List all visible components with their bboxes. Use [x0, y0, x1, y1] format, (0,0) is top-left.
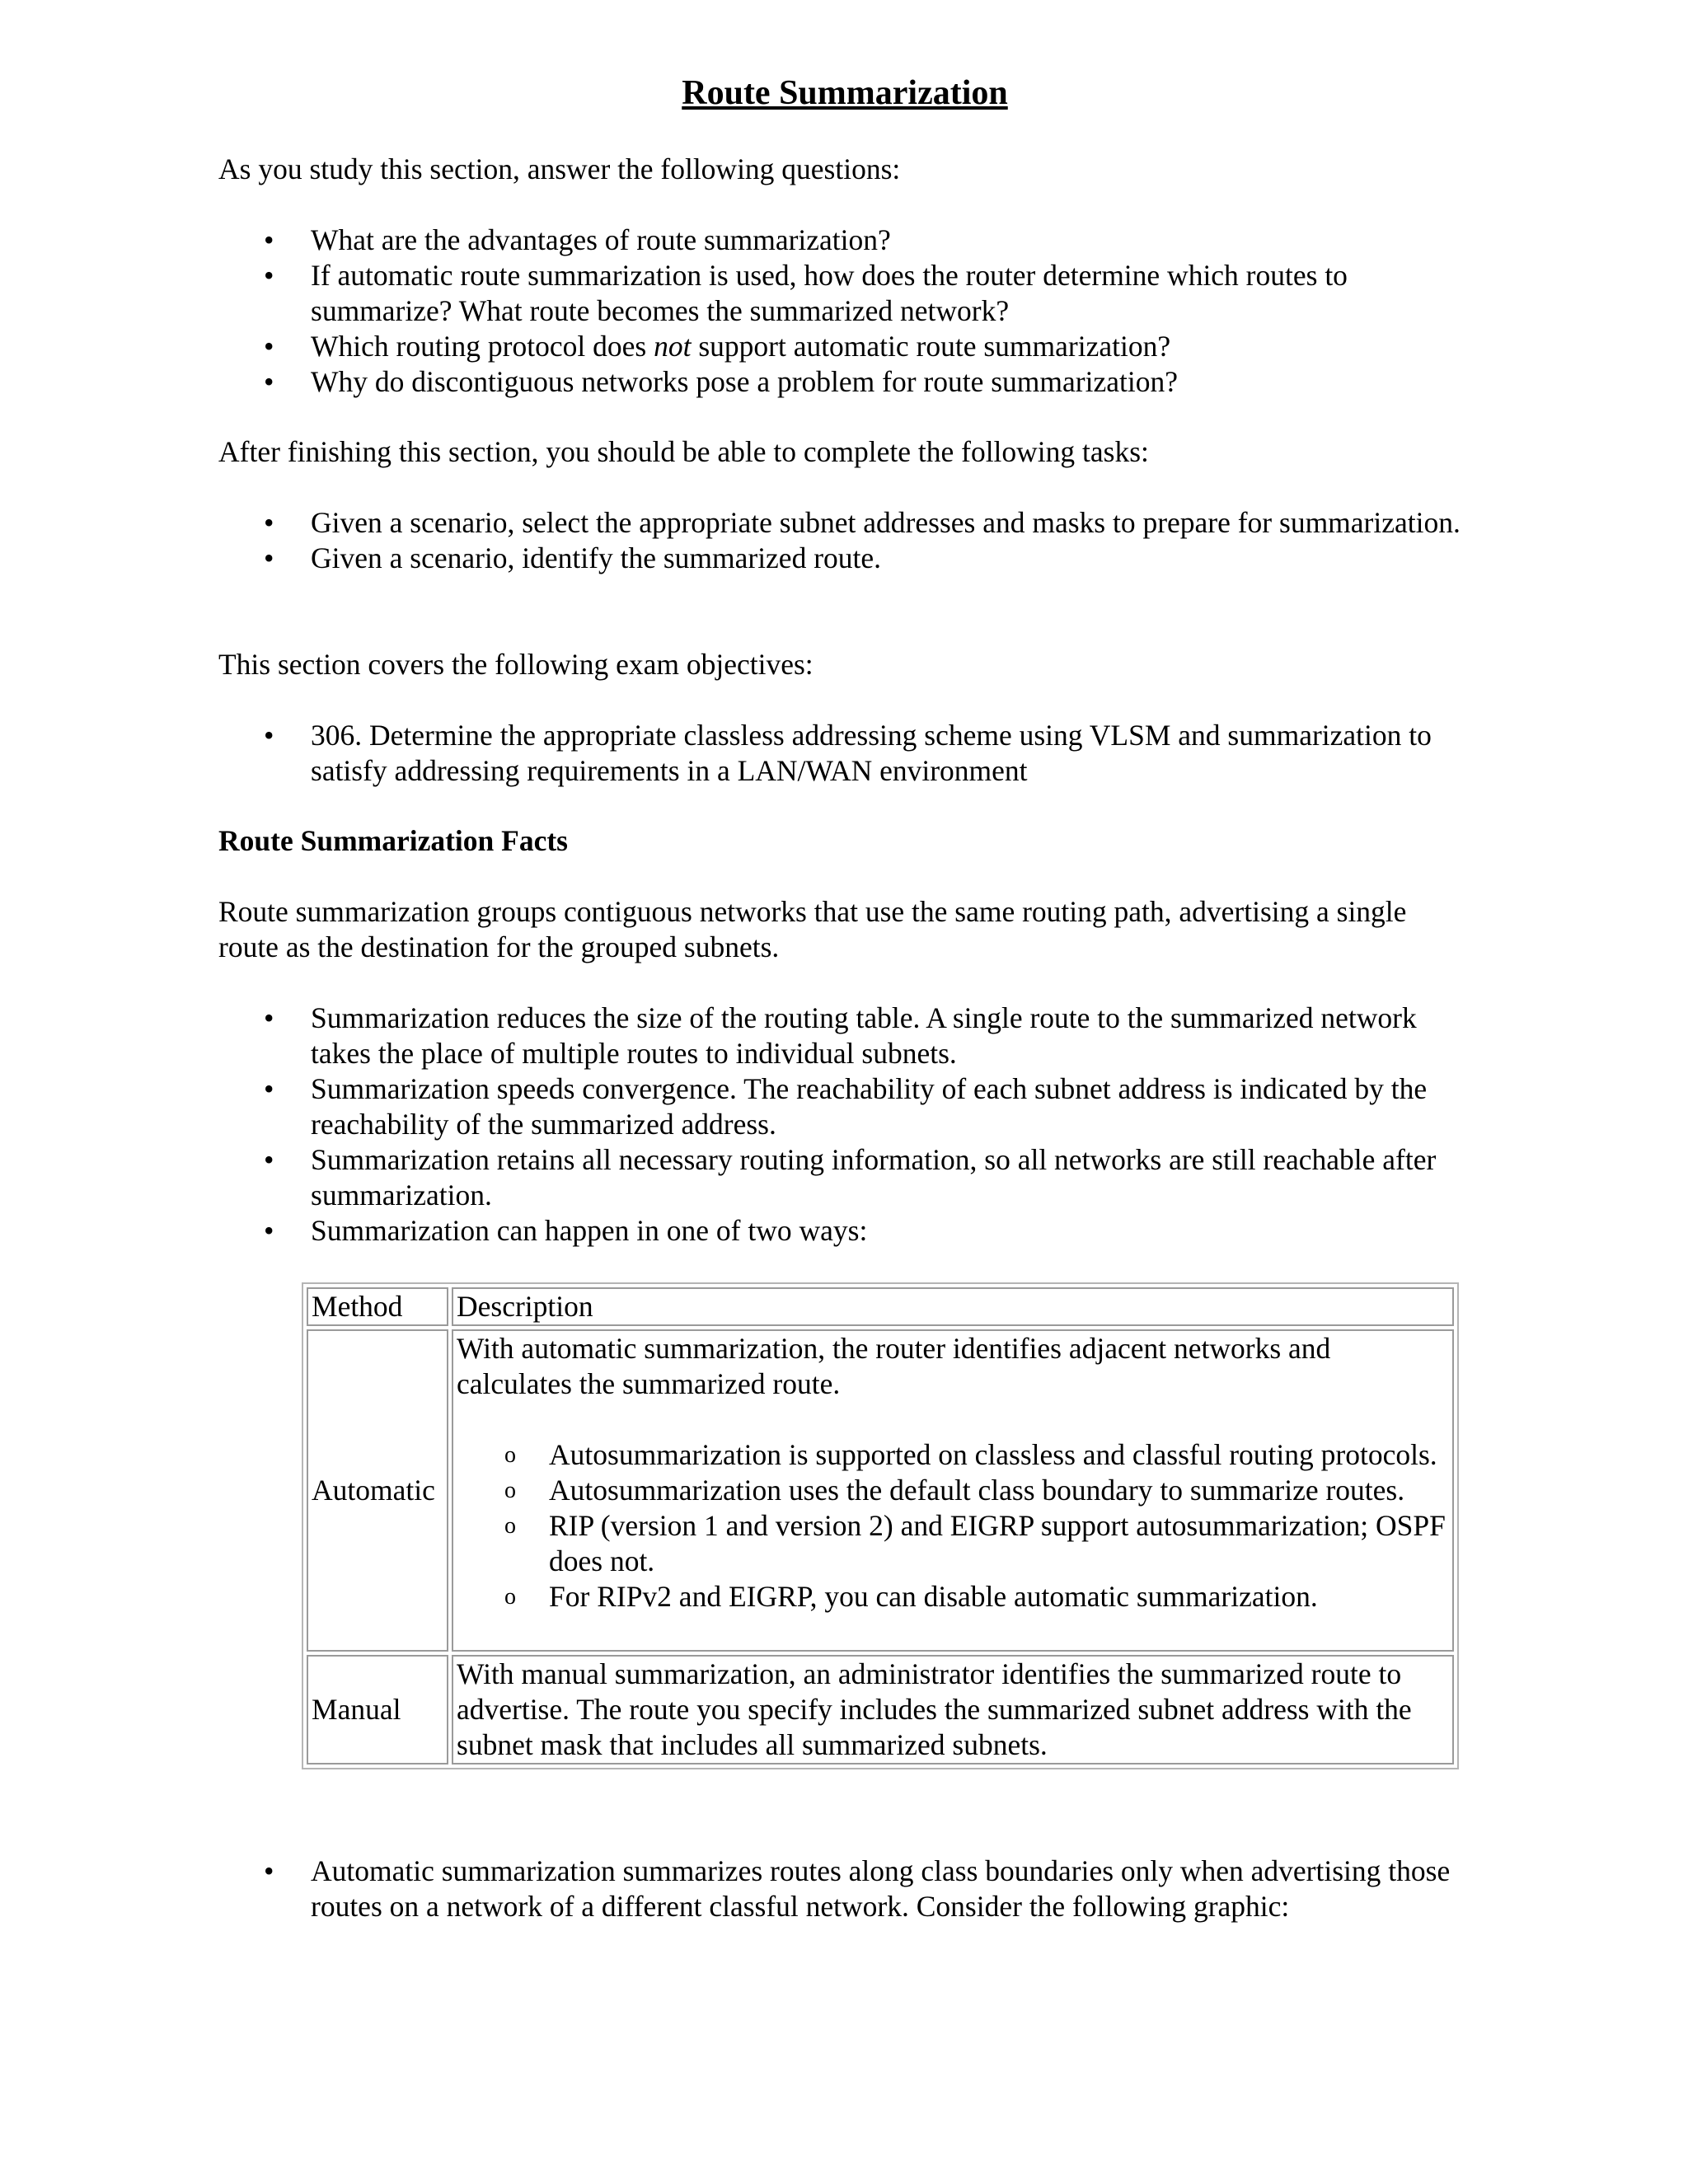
automatic-description-cell — [452, 1329, 1454, 1652]
list-item: • Summarization reduces the size of the routing table. A single route to the summarized network takes the place of multiple routes to individual subnets. — [218, 1001, 1471, 1071]
facts-list — [218, 1001, 1471, 1249]
automatic-description: With automatic summarization, the router identifies adjacent networks and calculates the summarized route. — [457, 1332, 1331, 1400]
list-item: • Which routing protocol does not support automatic route summarization? — [218, 329, 1471, 364]
sub-list-item: o Autosummarization uses the default class boundary to summarize routes. — [457, 1473, 1449, 1508]
list-item: • Given a scenario, identify the summarized route. — [218, 541, 1471, 576]
list-item: • Summarization can happen in one of two ways: — [218, 1213, 1471, 1249]
automatic-points-list — [457, 1437, 1449, 1615]
page-title: Route Summarization — [682, 74, 1008, 112]
objectives-list — [218, 718, 1471, 789]
tasks-list — [218, 505, 1471, 576]
table-row — [307, 1329, 1454, 1652]
emphasis-text: not — [654, 330, 692, 363]
closing-list — [218, 1854, 1471, 1924]
list-item: • What are the advantages of route summarization? — [218, 223, 1471, 258]
header-method: Method — [307, 1287, 448, 1326]
list-item: • Automatic summarization summarizes routes along class boundaries only when advertising those routes on a network of a different classful network. Consider the following graphic: — [218, 1854, 1471, 1924]
list-item: • 306. Determine the appropriate classless addressing scheme using VLSM and summarization to satisfy addressing requirements in a LAN/WAN environment — [218, 718, 1471, 789]
list-item: • Given a scenario, select the appropriate subnet addresses and masks to prepare for summarization. — [218, 505, 1471, 541]
tasks-intro: After finishing this section, you should be able to complete the following tasks: — [218, 435, 1149, 468]
sub-list-item: o Autosummarization is supported on classless and classful routing protocols. — [457, 1437, 1449, 1473]
list-item: • Summarization retains all necessary routing information, so all networks are still reachable after summarization. — [218, 1142, 1471, 1213]
objectives-intro: This section covers the following exam objectives: — [218, 648, 814, 681]
facts-intro: Route summarization groups contiguous networks that use the same routing path, advertising a single route as the destination for the grouped subnets. — [218, 895, 1407, 963]
header-description: Description — [452, 1287, 1454, 1326]
manual-description: With manual summarization, an administrator identifies the summarized route to advertise. The route you specify includes the summarized subnet address with the subnet mask that includes all summarized subnets. — [452, 1655, 1454, 1765]
summarization-methods-table — [302, 1282, 1459, 1769]
table-header-row — [307, 1287, 1454, 1326]
sub-list-item: o For RIPv2 and EIGRP, you can disable automatic summarization. — [457, 1579, 1449, 1615]
method-manual: Manual — [307, 1655, 448, 1765]
sub-list-item: o RIP (version 1 and version 2) and EIGRP support autosummarization; OSPF does not. — [457, 1508, 1449, 1579]
questions-list — [218, 223, 1471, 400]
list-item: • If automatic route summarization is used, how does the router determine which routes to summarize? What route becomes the summarized network? — [218, 258, 1471, 329]
questions-intro: As you study this section, answer the following questions: — [218, 152, 901, 185]
facts-heading: Route Summarization Facts — [218, 824, 568, 857]
table-row — [307, 1655, 1454, 1765]
list-item: • Why do discontiguous networks pose a problem for route summarization? — [218, 364, 1471, 400]
list-item: • Summarization speeds convergence. The reachability of each subnet address is indicated by the reachability of the summarized address. — [218, 1071, 1471, 1142]
method-automatic: Automatic — [307, 1329, 448, 1652]
